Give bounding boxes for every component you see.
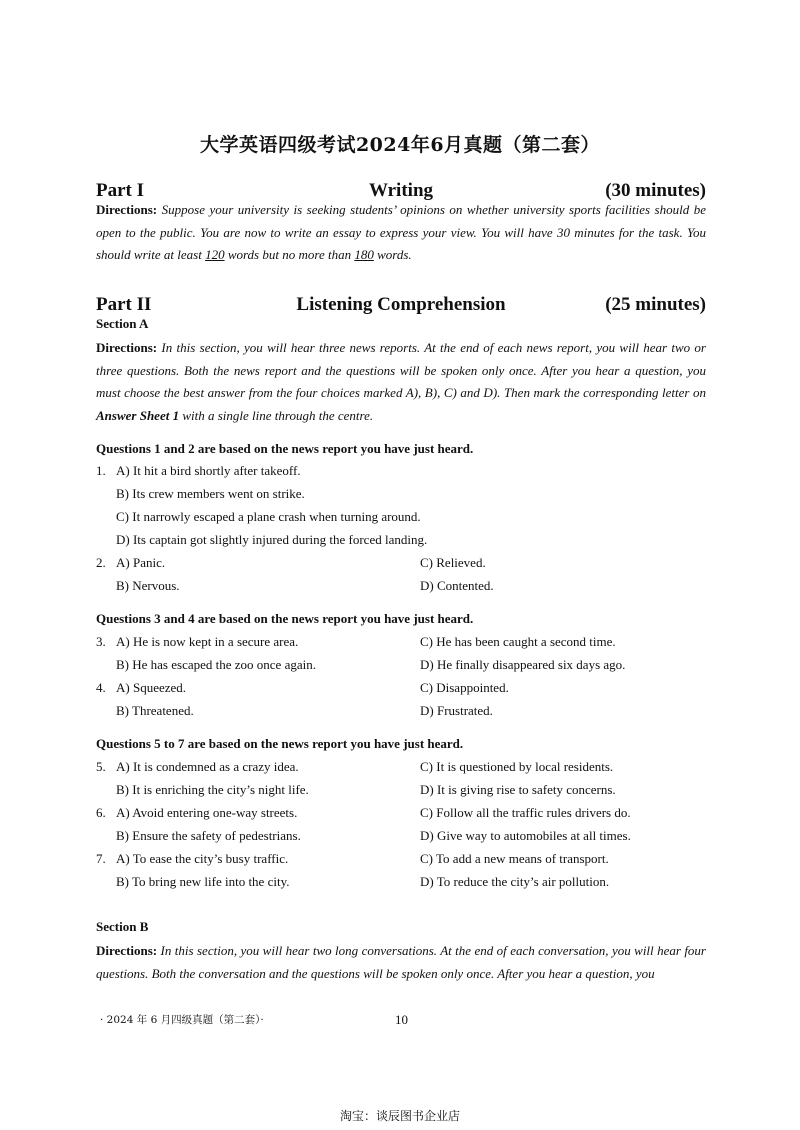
option-c: C) Relieved.	[420, 555, 486, 570]
question-group-2-header: Questions 3 and 4 are based on the news report you have just heard.	[96, 611, 474, 626]
option-d: D) It is giving rise to safety concerns.	[420, 782, 616, 797]
part2-directions	[96, 337, 706, 427]
option-a: A) It hit a bird shortly after takeoff.	[116, 463, 301, 478]
section-b-directions	[96, 940, 706, 985]
option-c: C) He has been caught a second time.	[420, 634, 616, 649]
option-d: D) To reduce the city’s air pollution.	[420, 874, 610, 889]
question-7	[96, 851, 706, 873]
shop-credit: 淘宝：谈辰图书企业店	[339, 1109, 460, 1123]
part1-name: Writing	[368, 180, 434, 201]
question-1-option-d-row	[96, 532, 706, 554]
option-c: C) Follow all the traffic rules drivers do.	[420, 805, 631, 820]
option-d: D) Frustrated.	[420, 703, 493, 718]
part1-directions-label: Directions:	[96, 202, 158, 217]
page-title: 大学英语四级考试2024年6月真题（第二套）	[199, 134, 601, 156]
option-d: D) He finally disappeared six days ago.	[420, 657, 626, 672]
option-d: D) Give way to automobiles at all times.	[420, 828, 631, 843]
part2-label: Part II	[96, 294, 152, 315]
part1-directions	[96, 199, 706, 267]
question-7-row-2	[96, 874, 706, 896]
question-1-option-b-row	[96, 486, 706, 508]
answer-sheet-ref: Answer Sheet 1	[96, 407, 180, 423]
part1-directions-text-c: words.	[373, 247, 412, 262]
option-b: B) Threatened.	[116, 703, 194, 718]
max-words: 180	[354, 247, 374, 262]
part2-directions-text-b: with a single line through the centre.	[179, 407, 374, 423]
section-b-label: Section B	[96, 919, 149, 934]
question-2	[96, 555, 706, 577]
option-c: C) Disappointed.	[420, 680, 509, 695]
option-b: B) Nervous.	[116, 578, 180, 593]
footer-title: · 2024 年 6 月四级真题（第二套）·	[100, 1014, 264, 1026]
question-1-option-c-row	[96, 509, 706, 531]
part2-directions-label: Directions:	[96, 340, 158, 355]
option-b: B) He has escaped the zoo once again.	[116, 657, 316, 672]
part1-directions-text-b: words but no more than	[224, 247, 355, 262]
question-1	[96, 463, 706, 485]
option-a: A) He is now kept in a secure area.	[116, 634, 299, 649]
question-3-row-2	[96, 657, 706, 679]
part2-directions-text-a: In this section, you will hear three news reports. At the end of each news report, you will hear two or three questions. Both the news report and the questions will be spoken only once. After you hear a question, you must choose the best answer from the four choices marked A), B), C) and D). Then mark the corresponding letter on	[96, 340, 706, 400]
option-d: D) Contented.	[420, 578, 494, 593]
part1-directions-text-a: Suppose your university is seeking students’ opinions on whether university sports facilities should be open to the public. You are now to write an essay to express your view. You will have 30 minutes for the task. You should write at least	[96, 202, 706, 262]
part2-time: (25 minutes)	[605, 294, 706, 315]
section-b-directions-label: Directions:	[96, 943, 158, 958]
question-4	[96, 680, 706, 702]
part2-header	[96, 294, 706, 318]
option-a: A) Panic.	[116, 555, 166, 570]
question-number: 3.	[96, 634, 106, 649]
option-c: C) It is questioned by local residents.	[420, 759, 614, 774]
option-c: C) To add a new means of transport.	[420, 851, 609, 866]
part1-time: (30 minutes)	[605, 180, 706, 201]
option-b: B) Ensure the safety of pedestrians.	[116, 828, 301, 843]
question-number: 2.	[96, 555, 106, 570]
min-words: 120	[205, 247, 225, 262]
question-number: 4.	[96, 680, 106, 695]
question-number: 7.	[96, 851, 106, 866]
question-group-1-header: Questions 1 and 2 are based on the news report you have just heard.	[96, 441, 474, 456]
question-number: 1.	[96, 463, 106, 478]
question-5	[96, 759, 706, 781]
option-b: B) Its crew members went on strike.	[116, 486, 305, 501]
part1-label: Part I	[96, 180, 145, 201]
question-group-3-header: Questions 5 to 7 are based on the news report you have just heard.	[96, 736, 464, 751]
option-a: A) Squeezed.	[116, 680, 187, 695]
question-4-row-2	[96, 703, 706, 725]
question-6-row-2	[96, 828, 706, 850]
section-b-directions-text: In this section, you will hear two long conversations. At the end of each conversation, you will hear four questions. Both the conversation and the questions will be spoken only once. After you hear a question, you	[96, 943, 706, 981]
question-2-row-2	[96, 578, 706, 600]
option-d: D) Its captain got slightly injured during the forced landing.	[116, 532, 428, 547]
section-a-label: Section A	[96, 316, 149, 331]
option-b: B) To bring new life into the city.	[116, 874, 290, 889]
question-number: 5.	[96, 759, 106, 774]
option-c: C) It narrowly escaped a plane crash when turning around.	[116, 509, 421, 524]
option-a: A) Avoid entering one-way streets.	[116, 805, 298, 820]
part2-name: Listening Comprehension	[296, 294, 506, 315]
question-number: 6.	[96, 805, 106, 820]
question-6	[96, 805, 706, 827]
question-5-row-2	[96, 782, 706, 804]
page-number: 10	[395, 1012, 408, 1027]
question-3	[96, 634, 706, 656]
option-a: A) It is condemned as a crazy idea.	[116, 759, 299, 774]
option-a: A) To ease the city’s busy traffic.	[116, 851, 289, 866]
option-b: B) It is enriching the city’s night life.	[116, 782, 309, 797]
